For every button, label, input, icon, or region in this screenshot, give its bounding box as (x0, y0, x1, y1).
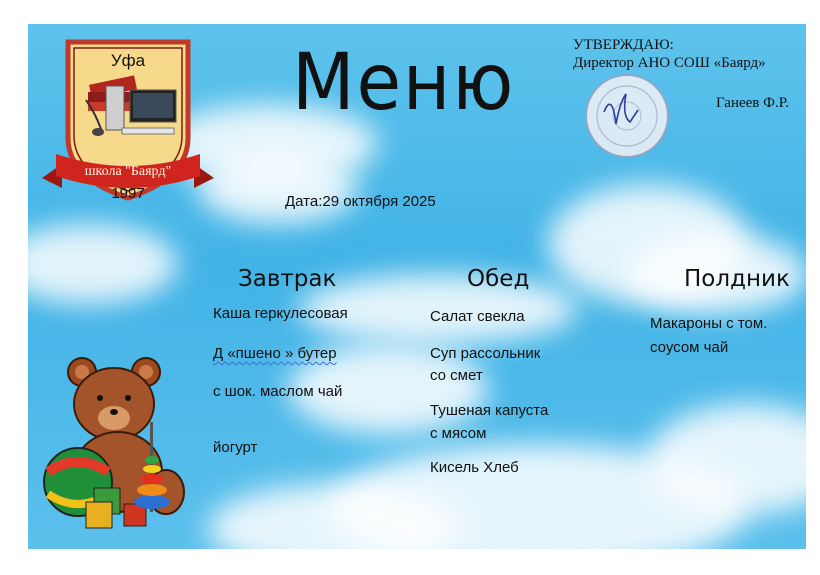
lunch-heading: Обед (467, 266, 530, 292)
breakfast-item: йогурт (213, 439, 258, 456)
breakfast-item: Каша геркулесовая (213, 305, 348, 322)
emblem-year: 1997 (111, 185, 145, 202)
approval-director: Директор АНО СОШ «Баярд» (573, 55, 766, 71)
menu-date: Дата:29 октября 2025 (285, 193, 436, 210)
lunch-item: с мясом (430, 425, 487, 442)
school-emblem (38, 28, 218, 203)
breakfast-item: Д «пшено » бутер (213, 345, 337, 362)
emblem-city: Уфа (110, 51, 146, 70)
emblem-school-name: школа "Баярд" (84, 164, 172, 179)
page-title: Меню (292, 38, 516, 128)
snack-heading: Полдник (684, 266, 790, 292)
approval-heading: УТВЕРЖДАЮ: (573, 37, 674, 53)
snack-item: соусом чай (650, 339, 729, 356)
lunch-item: со смет (430, 367, 483, 384)
lunch-item: Тушеная капуста (430, 402, 549, 419)
breakfast-item: с шок. маслом чай (213, 383, 343, 400)
approval-signer: Ганеев Ф.Р. (716, 95, 789, 111)
snack-item: Макароны с том. (650, 315, 768, 332)
breakfast-heading: Завтрак (238, 266, 337, 292)
official-stamp (582, 72, 672, 160)
lunch-item: Салат свекла (430, 308, 525, 325)
teddy-bear-illustration (38, 352, 198, 532)
lunch-item: Кисель Хлеб (430, 459, 519, 476)
lunch-item: Суп рассольник (430, 345, 541, 362)
